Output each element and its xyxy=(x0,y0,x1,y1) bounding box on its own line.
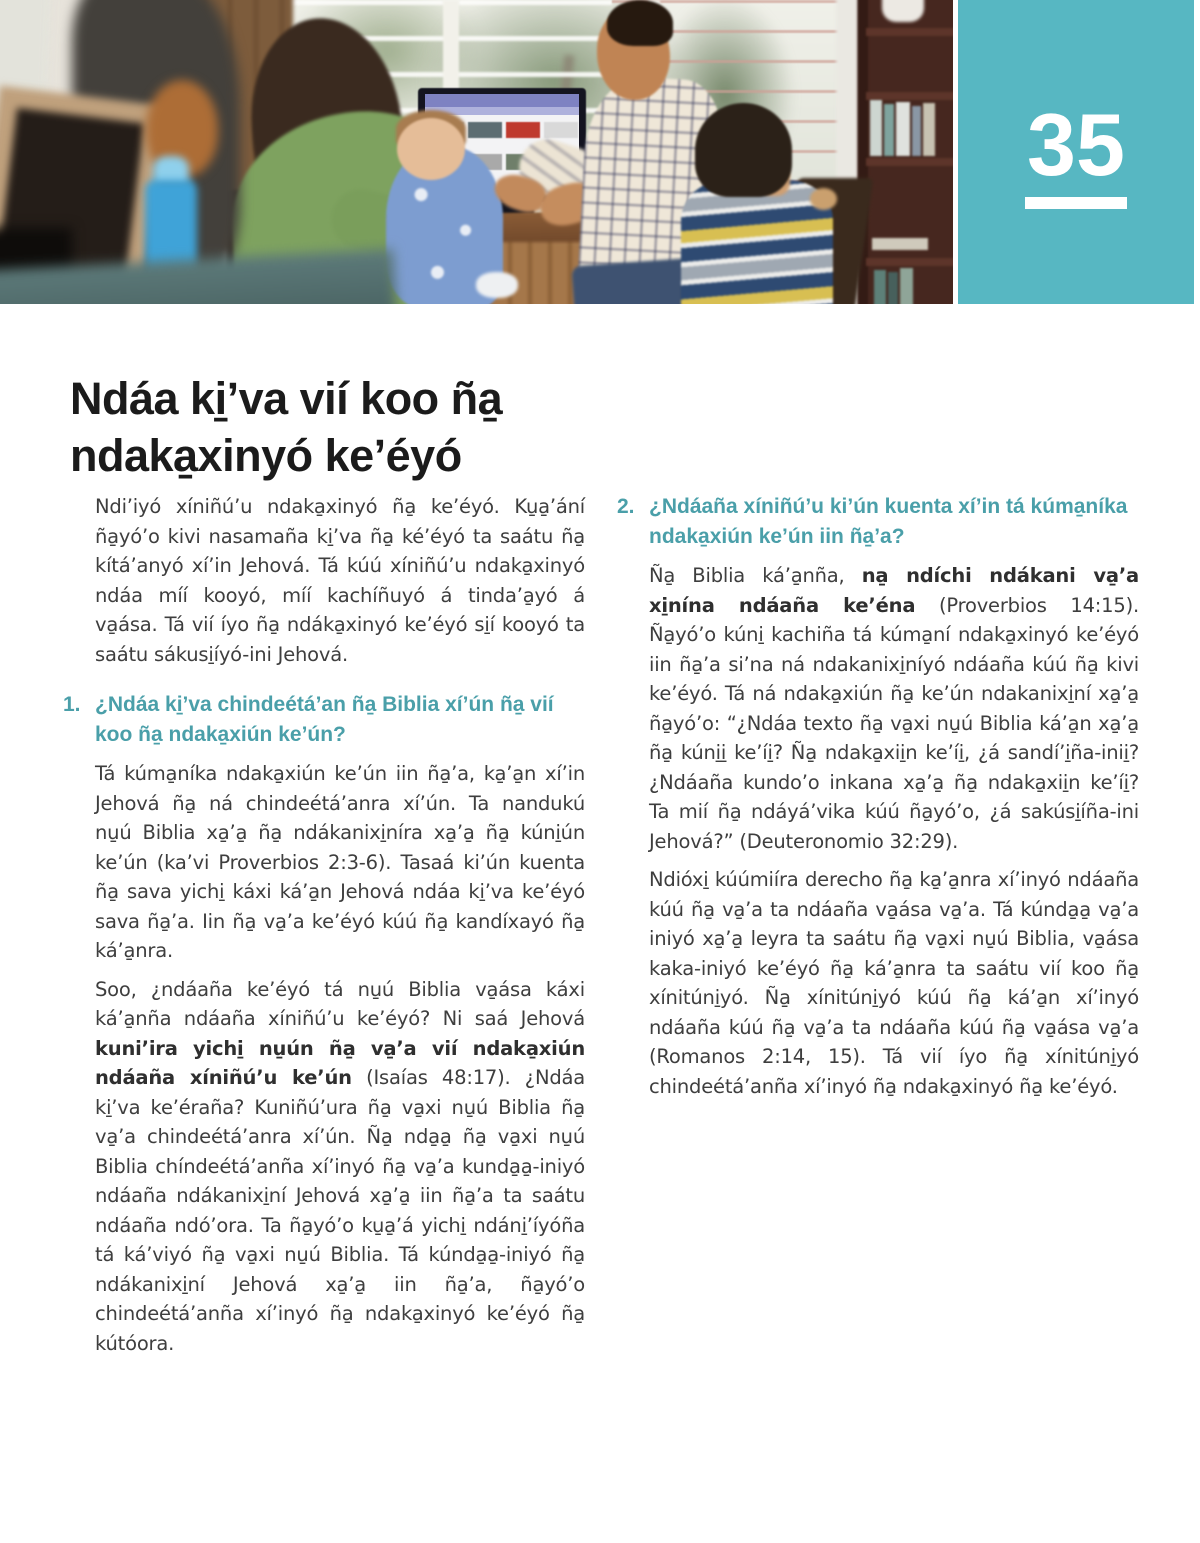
lesson-number: 35 xyxy=(1027,95,1125,194)
question-1-text: ¿Ndáa ki̱’va chindeétá’an ña̱ Biblia xí’ún ña̱ vií koo ña̱ ndaka̱xiún ke’ún? xyxy=(95,693,554,746)
article-body xyxy=(63,492,1139,1358)
photo-shelf xyxy=(866,158,953,166)
photo-book xyxy=(912,106,921,156)
photo-website-header xyxy=(425,94,579,107)
question-2-heading xyxy=(617,492,1139,552)
question-1-heading xyxy=(63,690,585,750)
lesson-number-underline xyxy=(1025,197,1127,209)
photo-vase xyxy=(882,0,924,22)
article-title: Ndáa ki̱’va vií koo ña̱ ndaka̱xinyó ke’éyó xyxy=(70,373,503,482)
question-1-number: 1. xyxy=(63,693,81,716)
question-2-paragraph-1: Ña̱ Biblia ká’a̱nña, na̱ ndíchi ndákani va̱’a xi̱nína ndáaña ke’éna (Proverbios 14:15). Ña̱yó’o kúni̱ kachiña tá kúma̱ní ndaka̱xinyó ke’éyó iin ña̱’a si’na ná ndakanixi̱níyó ndáaña kúú ña̱ kivi ke’éyó. Tá ná ndaka̱xiún ña̱ ke’ún ndakanixi̱ní xa̱’a̱ ña̱yó’o: “¿Ndáa texto ña̱ va̱xi nu̱ú Biblia ká’a̱n xa̱’a̱ ña̱ kúni̱i̱ ke’íi̱? Ña̱ ndaka̱xii̱n ke’íi̱, ¿á sandí’i̱ña-inii̱? ¿Ndáaña kundo’o inkana xa̱’a̱ ña̱ ndaka̱xii̱n ke’íi̱? Ta mií ña̱ ndáyá’vika kúú ña̱yó’o, ¿á sakúsi̱íña-ini Jehová?” (Deuteronomio 32:29). xyxy=(649,564,1139,853)
photo-car-thumbnail xyxy=(544,122,578,138)
photo-book xyxy=(884,104,894,156)
photo-baby-head xyxy=(397,118,465,180)
intro-paragraph: Ndi’iyó xíniñú’u ndaka̱xinyó ña̱ ke’éyó. Ku̱a̱’ání ña̱yó’o kivi nasamaña ki̱’va ña̱ ké’éyó ta saátu ña̱ kítá’anyó xí’in Jehová. Tá kúú xíniñú’u ndaka̱xinyó ndáa míí kooyó, míí kachíñuyó á tinda’a̱yó á va̱ása. Tá vií íyo ña̱ ndáka̱xinyó ke’éyó si̱í kooyó ta saátu sákusi̱íyó-ini Jehová. xyxy=(95,495,585,666)
question-2-text: ¿Ndáaña xíniñú’u ki’ún kuenta xí’in tá kúma̱níka ndaka̱xiún ke’ún iin ña̱’a? xyxy=(649,495,1128,548)
photo-book xyxy=(923,103,935,156)
photo-car-thumbnail xyxy=(468,122,502,138)
question-2-paragraph-2: Ndióxi̱ kúúmiíra derecho ña̱ ka̱’a̱nra xí’inyó ndáaña kúú ña̱ va̱’a ta ndáaña va̱ása va̱’a. Tá kúnda̱a̱ va̱’a iniyó xa̱’a̱ leyra ta saátu ña̱ va̱xi nu̱ú Biblia, va̱ása kaka-iniyó ke’éyó ña̱ ká’a̱nra ta saátu vií koo ña̱ xínitúni̱yó. Ña̱ xínitúni̱yó kúú ña̱ ká’a̱n xí’inyó ndáaña kúú ña̱ va̱’a ta ndáaña kúú ña̱ va̱ása va̱’a (Romanos 2:14, 15). Tá vií íyo ña̱ xínitúni̱yó chindeétá’anña xí’inyó ña̱ ndaka̱xinyó ña̱ ke’éyó. xyxy=(649,868,1139,1098)
photo-book xyxy=(896,102,910,156)
left-column xyxy=(63,492,585,1358)
photo-father-hair xyxy=(607,0,673,46)
photo-shelf xyxy=(866,92,953,100)
photo-book xyxy=(870,100,882,156)
family-photo xyxy=(0,0,953,304)
photo-shelf xyxy=(866,28,953,36)
photo-boy-hair xyxy=(695,103,792,197)
photo-book xyxy=(872,238,928,250)
question-1-paragraph-1: Tá kúma̱níka ndaka̱xiún ke’ún iin ña̱’a, ka̱’a̱n xí’in Jehová ña̱ ná chindeétá’anra xí’ún. Ta nandukú nu̱ú Biblia xa̱’a̱ ña̱ ndákanixi̱níra xa̱’a̱ ña̱ kúni̱ún ke’ún (ka’vi Proverbios 2:3-6). Tasaá ki’ún kuenta ña̱ sava yichi̱ káxi ká’a̱n Jehová ndáa ki̱’va ke’éyó sava ña̱’a. Iin ña̱ va̱’a ke’éyó kúú ña̱ kandíxayó ña̱ ká’a̱nra. xyxy=(95,762,585,962)
photo-father-jeans xyxy=(571,258,696,304)
photo-book xyxy=(874,270,886,304)
photo-book xyxy=(900,268,913,304)
right-column xyxy=(617,492,1139,1358)
question-1-paragraph-2: Soo, ¿ndáaña ke’éyó tá nu̱ú Biblia va̱ása káxi ká’a̱nña ndáaña xíniñú’u ke’éyó? Ni saá Jehová kuni’ira yichi̱ nu̱ún ña̱ va̱’a vií ndaka̱xiún ndáaña xíniñú’u ke’ún (Isaías 48:17). ¿Ndáa ki̱’va ke’éraña? Kuniñú’ura ña̱ va̱xi nu̱ú Biblia ña̱ va̱’a chindeétá’anra xí’ún. Ña̱ nda̱a̱ ña̱ va̱xi nu̱ú Biblia chíndeétá’anña xí’inyó ña̱ va̱’a kunda̱a̱-iniyó ndáaña ndákanixi̱ní Jehová xa̱’a̱ iin ña̱’a ta saátu ndáaña ndó’ora. Ta ña̱yó’o ku̱a̱’á yichi̱ ndáni̱’íyóña tá ká’viyó ña̱ va̱xi nu̱ú Biblia. Tá kúnda̱a̱-iniyó ña̱ ndákanixi̱ní Jehová xa̱’a̱ iin ña̱’a, ña̱yó’o chindeétá’anña xí’inyó ña̱ ndaka̱xinyó ke’éyó ña̱ kútóora. xyxy=(95,977,586,1355)
photo-baby-sock xyxy=(476,272,518,298)
photo-book xyxy=(888,272,898,304)
lesson-number-box xyxy=(958,0,1194,304)
photo-boy-hand xyxy=(810,188,837,210)
question-2-number: 2. xyxy=(617,495,635,518)
photo-car-thumbnail xyxy=(506,122,540,138)
photo-shelf xyxy=(866,258,953,266)
